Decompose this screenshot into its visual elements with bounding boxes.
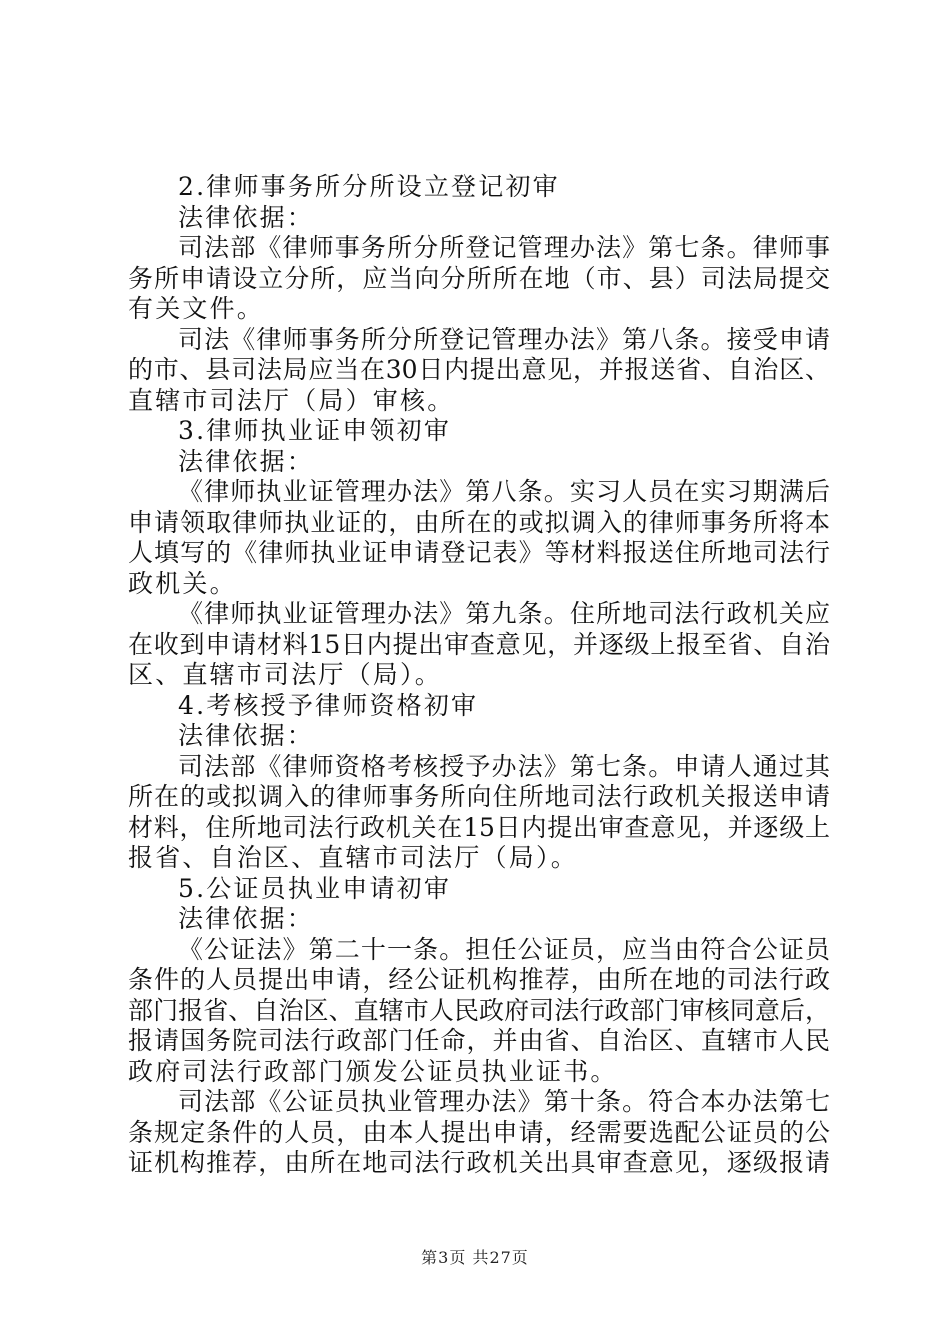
paragraph-line: 条件的人员提出申请，经公证机构推荐，由所在地的司法行政 [128, 965, 830, 994]
paragraph-line: 的市、县司法局应当在30日内提出意见，并报送省、自治区、 [128, 355, 830, 384]
paragraph-line: 司法部《公证员执业管理办法》第十条。符合本办法第七 [178, 1087, 830, 1116]
legal-basis-label: 法律依据： [178, 446, 315, 476]
document-body [128, 172, 830, 1179]
paragraph-line: 条规定条件的人员，由本人提出申请，经需要选配公证员的公 [128, 1117, 830, 1147]
legal-basis-label: 法律依据： [178, 721, 315, 750]
paragraph-line: 在收到申请材料15日内提出审查意见，并逐级上报至省、自治 [128, 629, 830, 659]
section-heading-4: 4.考核授予律师资格初审 [178, 690, 479, 720]
paragraph-line: 人填写的《律师执业证申请登记表》等材料报送住所地司法行 [128, 538, 830, 567]
paragraph-line: 报请国务院司法行政部门任命，并由省、自治区、直辖市人民 [128, 1026, 830, 1055]
paragraph-line: 部门报省、自治区、直辖市人民政府司法行政部门审核同意后， [128, 995, 830, 1025]
paragraph-line: 报省、自治区、直辖市司法厅（局）。 [128, 843, 578, 872]
paragraph-line: 司法部《律师事务所分所登记管理办法》第七条。律师事 [178, 233, 830, 262]
paragraph-line: 《律师执业证管理办法》第九条。住所地司法行政机关应 [178, 599, 830, 628]
paragraph-line: 直辖市司法厅（局）审核。 [128, 385, 455, 415]
paragraph-line: 有关文件。 [128, 294, 265, 323]
section-heading-5: 5.公证员执业申请初审 [178, 873, 452, 903]
paragraph-line: 司法《律师事务所分所登记管理办法》第八条。接受申请 [178, 324, 830, 354]
paragraph-line: 区、直辖市司法厅（局）。 [128, 660, 442, 689]
page-footer: 第3页 共27页 [421, 1248, 529, 1267]
paragraph-line: 申请领取律师执业证的，由所在的或拟调入的律师事务所将本 [128, 507, 830, 537]
paragraph-line: 《公证法》第二十一条。担任公证员，应当由符合公证员 [178, 934, 830, 964]
legal-basis-label: 法律依据： [178, 202, 315, 232]
paragraph-line: 材料，住所地司法行政机关在15日内提出审查意见，并逐级上 [128, 812, 830, 842]
section-heading-2: 2.律师事务所分所设立登记初审 [178, 172, 560, 201]
section-heading-3: 3.律师执业证申领初审 [178, 416, 452, 445]
paragraph-line: 司法部《律师资格考核授予办法》第七条。申请人通过其 [178, 751, 830, 781]
paragraph-line: 证机构推荐，由所在地司法行政机关出具审查意见，逐级报请 [128, 1148, 830, 1177]
paragraph-line: 务所申请设立分所，应当向分所所在地（市、县）司法局提交 [128, 263, 830, 293]
legal-basis-label: 法律依据： [178, 904, 315, 933]
paragraph-line: 政府司法行政部门颁发公证员执业证书。 [128, 1056, 618, 1086]
paragraph-line: 所在的或拟调入的律师事务所向住所地司法行政机关报送申请 [128, 782, 830, 811]
paragraph-line: 《律师执业证管理办法》第八条。实习人员在实习期满后 [178, 477, 830, 506]
paragraph-line: 政机关。 [128, 568, 237, 598]
